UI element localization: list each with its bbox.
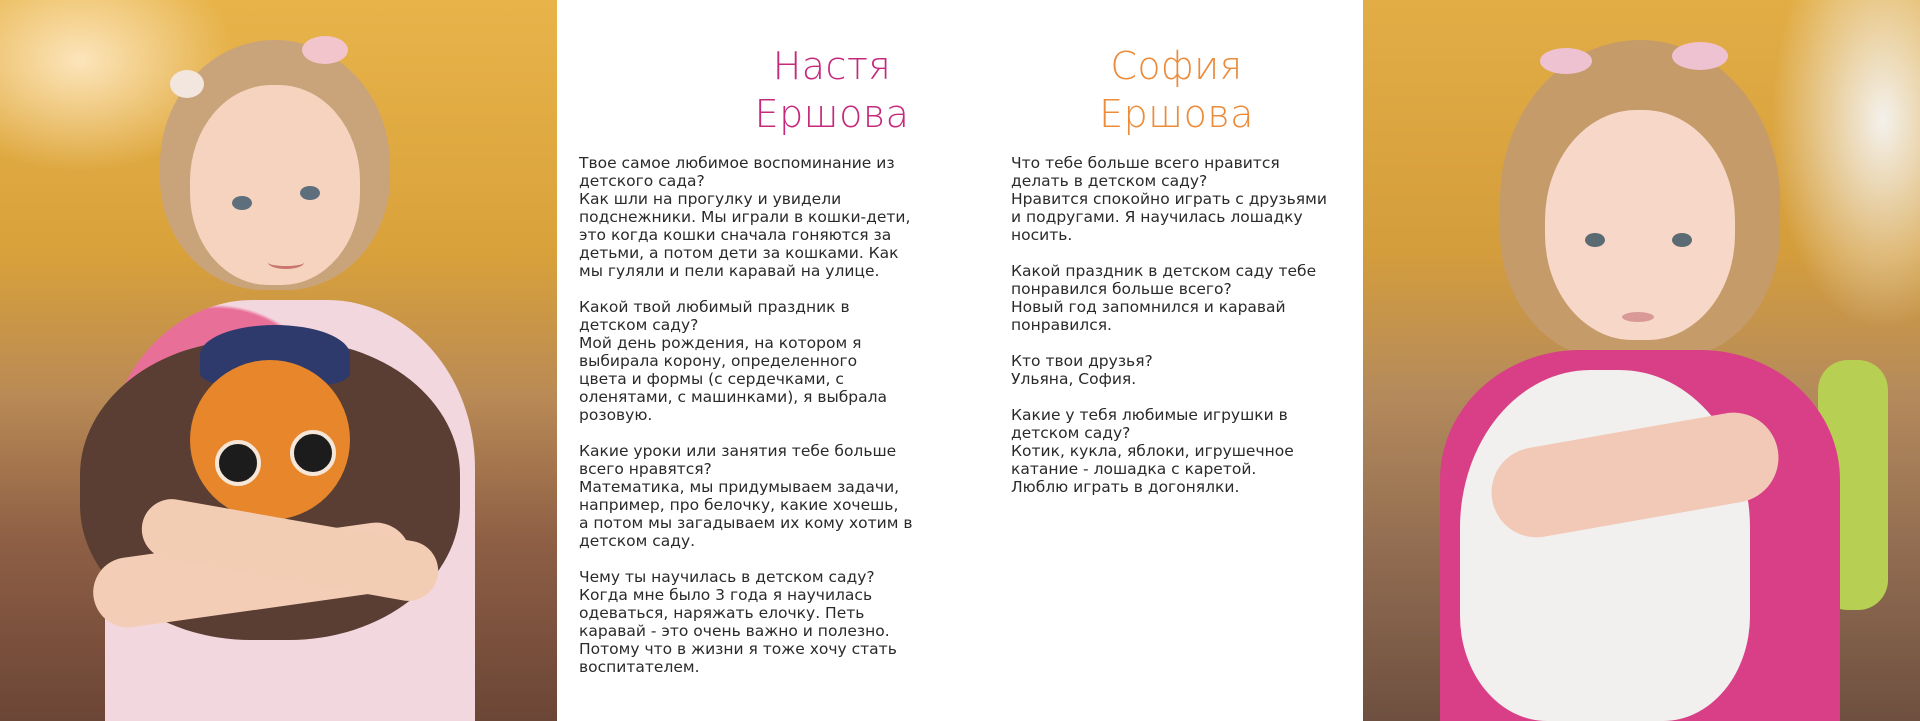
photo-face <box>190 85 360 285</box>
photo-eye <box>1672 233 1692 247</box>
right-name-first: София <box>1110 44 1243 88</box>
photo-mouth <box>1622 312 1654 322</box>
right-interview-text: Что тебе больше всего нравится делать в детском саду? Нравится спокойно играть с друзьями и подругами. Я научилась лошадку носить. Какой праздник в детском саду тебе понравился больше всего? Новый год запомнился и каравай понравился. Кто твои друзья? Ульяна, София. Какие у тебя любимые игрушки в детском саду? Котик, кукла, яблоки, игрушечное катание - лошадка с каретой. Люблю играть в догонялки. <box>1011 154 1327 496</box>
photo-face <box>1545 110 1735 340</box>
left-name-last: Ершова <box>754 92 910 136</box>
left-child-name <box>657 42 1007 138</box>
hair-bow-icon <box>170 70 204 98</box>
toy-eye <box>215 440 261 486</box>
hair-bow-icon <box>302 36 348 64</box>
left-interview-text: Твое самое любимое воспоминание из детского сада? Как шли на прогулку и увидели подснежники. Мы играли в кошки-дети, это когда кошки сначала гоняются за детьми, а потом дети за кошками. Как мы гуляли и пели каравай на улице. Какой твой любимый праздник в детском саду? Мой день рождения, на котором я выбирала корону, определенного цвета и формы (с сердечками, с оленятами, с машинками), я выбрала розовую. Какие уроки или занятия тебе больше всего нравятся? Математика, мы придумываем задачи, например, про белочку, какие хочешь, а потом мы загадываем их кому хотим в детском саду. Чему ты научилась в детском саду? Когда мне было 3 года я научилась одеваться, наряжать елочку. Петь каравай - это очень важно и полезно. Потому что в жизни я тоже хочу стать воспитателем. <box>579 154 913 676</box>
photo-eye <box>300 186 320 200</box>
photo-eye <box>232 196 252 210</box>
right-name-last: Ершова <box>1099 92 1254 136</box>
photo-mouth <box>268 256 304 269</box>
right-child-name <box>990 42 1363 138</box>
left-name-first: Настя <box>772 44 892 88</box>
toy-eye <box>290 430 336 476</box>
left-child-photo <box>0 0 557 721</box>
hair-bow-icon <box>1672 42 1728 70</box>
photo-eye <box>1585 233 1605 247</box>
hair-bow-icon <box>1540 48 1592 74</box>
